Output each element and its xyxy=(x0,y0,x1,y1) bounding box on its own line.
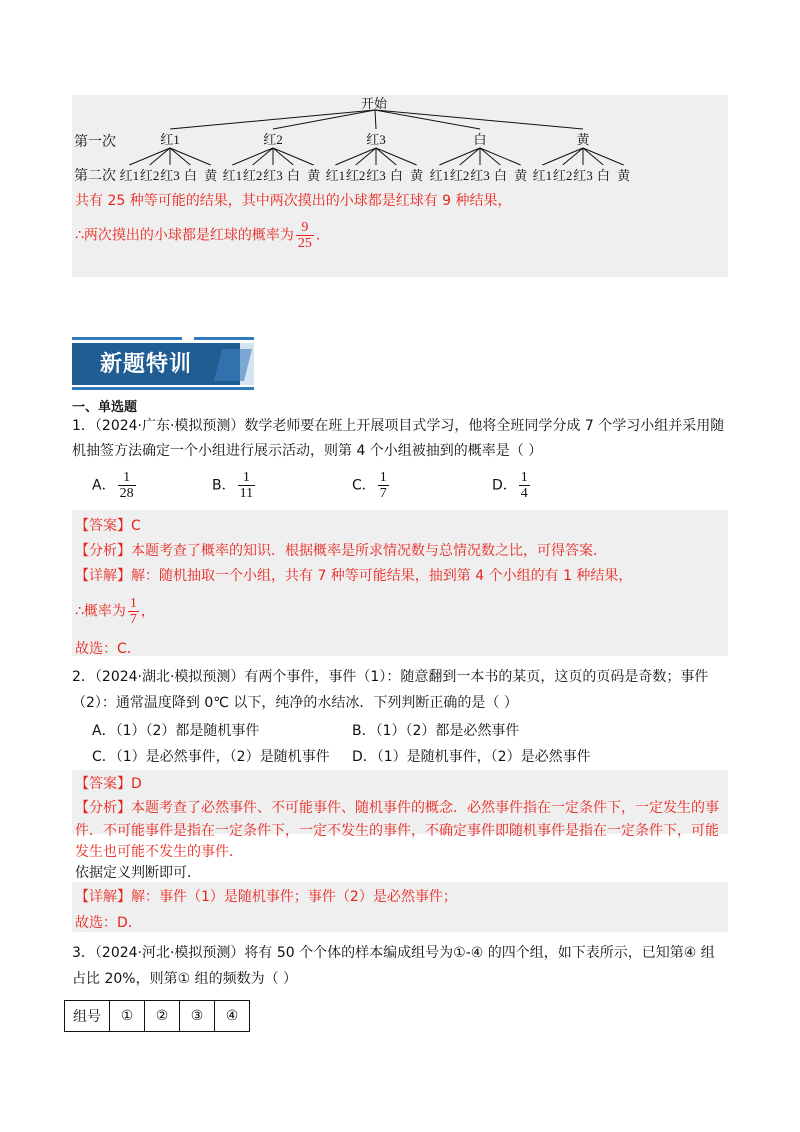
prev-solution-suffix: . xyxy=(315,227,321,244)
tree-branch-second xyxy=(563,148,583,165)
q1-option-c[interactable] xyxy=(352,470,391,501)
tree-branch-first xyxy=(170,110,375,129)
tree-node-second: 红1 xyxy=(325,168,346,183)
tree-node-first: 红3 xyxy=(366,132,386,147)
option-label: C． xyxy=(352,477,376,494)
option-fraction xyxy=(238,470,255,501)
tree-branch-second xyxy=(460,148,480,165)
fraction-numerator: 9 xyxy=(301,220,309,235)
tree-node-second: 黄 xyxy=(410,168,424,183)
q1-line1: 1．（2024·广东·模拟预测）数学老师要在班上开展项目式学习，他将全班同学分成 7 个学习小组并采用随 xyxy=(72,418,725,434)
tree-node-first: 红2 xyxy=(263,132,283,147)
tree-branch-second xyxy=(356,148,376,165)
tree-node-second: 白 xyxy=(596,168,610,183)
tree-branch-second xyxy=(480,148,500,165)
q1-line2: 机抽签方法确定一个小组进行展示活动，则第 4 个小组被抽到的概率是（ ） xyxy=(72,443,543,459)
table-cell: ② xyxy=(145,1001,180,1032)
fraction-numerator: 1 xyxy=(520,470,528,485)
tree-branch-second xyxy=(253,148,273,165)
tree-branch-second xyxy=(273,148,293,165)
table-cell: ④ xyxy=(215,1001,250,1032)
probability-prefix: ∴概率为 xyxy=(75,603,126,620)
q2-answer: 【答案】D xyxy=(75,776,142,792)
tree-node-second: 黄 xyxy=(204,168,218,183)
fraction-denominator: 4 xyxy=(520,486,528,501)
tree-node-second: 红2 xyxy=(139,168,160,183)
q2-analysis-line1: 【分析】本题考查了必然事件、不可能事件、随机事件的概念．必然事件指在一定条件下，一定发生的事 xyxy=(75,800,719,816)
tree-branch-second xyxy=(439,148,480,165)
q2-line2: （2）：通常温度降到 0℃ 以下，纯净的水结冰．下列判断正确的是（ ） xyxy=(72,695,518,711)
tree-branch-second xyxy=(376,148,396,165)
fraction-numerator: 1 xyxy=(379,470,387,485)
tree-node-second: 红1 xyxy=(532,168,553,183)
tree-branch-first xyxy=(375,110,376,129)
fraction-numerator: 1 xyxy=(242,470,250,485)
q2-basis: 依据定义判断即可． xyxy=(75,865,201,881)
tree-branch-first xyxy=(273,110,375,129)
fraction-denominator: 7 xyxy=(129,612,137,627)
tree-node-second: 红1 xyxy=(119,168,140,183)
tree-node-second: 黄 xyxy=(514,168,528,183)
tree-node-second: 红3 xyxy=(160,168,180,183)
fraction-denominator: 11 xyxy=(239,486,254,501)
tree-row1-label: 第一次 xyxy=(74,134,116,150)
tree-node-second: 白 xyxy=(286,168,300,183)
q1-option-b[interactable] xyxy=(212,470,257,501)
q2-detail: 【详解】解：事件（1）是随机事件；事件（2）是必然事件； xyxy=(75,889,457,905)
tree-node-first: 白 xyxy=(473,132,487,147)
table-cell: ③ xyxy=(180,1001,215,1032)
tree-branch-first xyxy=(375,110,583,129)
tree-branch-second xyxy=(232,148,273,165)
fraction-numerator: 1 xyxy=(129,596,137,611)
tree-branch-second xyxy=(129,148,170,165)
tree-node-first: 黄 xyxy=(576,132,590,147)
option-fraction xyxy=(118,470,136,501)
tree-branch-second xyxy=(480,148,521,165)
fraction-denominator: 25 xyxy=(297,236,312,251)
tree-root: 开始 xyxy=(361,96,388,111)
tree-node-second: 红3 xyxy=(263,168,283,183)
tree-node-second: 红3 xyxy=(366,168,386,183)
tree-node-second: 红3 xyxy=(573,168,593,183)
q3-line2: 占比 20%，则第① 组的频数为（ ） xyxy=(72,971,298,987)
q2-option-b[interactable]: B．（1）（2）都是必然事件 xyxy=(352,723,520,739)
tree-branch-second xyxy=(273,148,314,165)
tree-branch-second xyxy=(583,148,624,165)
table-cell: 组号 xyxy=(65,1001,110,1032)
q2-option-c[interactable]: C．（1）是必然事件，（2）是随机事件 xyxy=(92,749,330,765)
q1-detail: 【详解】解：随机抽取一个小组，共有 7 种等可能结果，抽到第 4 个小组的有 1 种结果， xyxy=(75,568,633,584)
tree-branch-first xyxy=(375,110,480,129)
q2-option-a[interactable]: A．（1）（2）都是随机事件 xyxy=(92,723,260,739)
table-row xyxy=(65,1001,250,1032)
banner-title: 新题特训 xyxy=(100,352,193,377)
tree-node-second: 黄 xyxy=(307,168,321,183)
prev-solution-line2 xyxy=(75,220,320,251)
q2-choice: 故选：D． xyxy=(75,915,142,931)
fraction-denominator: 7 xyxy=(379,486,387,501)
option-label: B． xyxy=(212,477,236,494)
section-banner xyxy=(72,337,254,391)
tree-node-second: 红3 xyxy=(470,168,490,183)
tree-node-second: 红1 xyxy=(222,168,243,183)
q1-option-d[interactable] xyxy=(492,470,532,501)
q1-option-a[interactable] xyxy=(92,470,138,501)
option-fraction xyxy=(519,470,530,501)
tree-row2-label: 第二次 xyxy=(74,168,116,184)
tree-node-second: 红2 xyxy=(449,168,470,183)
tree-branch-second xyxy=(583,148,603,165)
q1-choice: 故选：C． xyxy=(75,641,141,657)
tree-node-first: 红1 xyxy=(160,132,180,147)
tree-branch-second xyxy=(376,148,417,165)
prev-solution-line1: 共有 25 种等可能的结果，其中两次摸出的小球都是红球有 9 种结果， xyxy=(75,193,512,209)
tree-node-second: 黄 xyxy=(617,168,631,183)
tree-branch-second xyxy=(542,148,583,165)
q1-answer: 【答案】C xyxy=(75,518,141,534)
tree-node-second: 白 xyxy=(493,168,507,183)
tree-branch-second xyxy=(335,148,376,165)
q1-probability xyxy=(75,596,155,627)
q3-line1: 3．（2024·河北·模拟预测）将有 50 个个体的样本编成组号为①-④ 的四个组，如下表所示，已知第④ 组 xyxy=(72,945,715,961)
tree-branch-second xyxy=(170,148,211,165)
tree-node-second: 红1 xyxy=(429,168,450,183)
table-cell: ① xyxy=(110,1001,145,1032)
option-label: A． xyxy=(92,477,116,494)
group-table xyxy=(64,1000,250,1032)
fraction-numerator: 1 xyxy=(123,470,131,485)
q1-analysis: 【分析】本题考查了概率的知识．根据概率是所求情况数与总情况数之比，可得答案． xyxy=(75,543,607,559)
tree-branch-second xyxy=(170,148,190,165)
option-fraction xyxy=(378,470,389,501)
prev-solution-prefix: ∴两次摸出的小球都是红球的概率为 xyxy=(75,227,294,244)
tree-node-second: 白 xyxy=(183,168,197,183)
section-title: 一、单选题 xyxy=(72,400,138,415)
tree-node-second: 红2 xyxy=(345,168,366,183)
q2-option-d[interactable]: D．（1）是随机事件，（2）是必然事件 xyxy=(352,749,591,765)
q2-analysis-line2: 件．不可能事件是指在一定条件下，一定不发生的事件，不确定事件即随机事件是指在一定条件下，可能 xyxy=(75,823,719,839)
q2-analysis-line3: 发生也可能不发生的事件． xyxy=(75,844,243,860)
prev-solution-fraction xyxy=(296,220,314,251)
tree-node-second: 红2 xyxy=(552,168,573,183)
option-label: D． xyxy=(492,477,517,494)
probability-fraction xyxy=(128,596,139,627)
tree-branch-second xyxy=(150,148,170,165)
q2-line1: 2．（2024·湖北·模拟预测）有两个事件，事件（1）：随意翻到一本书的某页，这页的页码是奇数；事件 xyxy=(72,669,709,685)
tree-node-second: 白 xyxy=(389,168,403,183)
probability-suffix: ， xyxy=(140,603,155,620)
fraction-denominator: 28 xyxy=(119,486,134,501)
tree-node-second: 红2 xyxy=(242,168,263,183)
